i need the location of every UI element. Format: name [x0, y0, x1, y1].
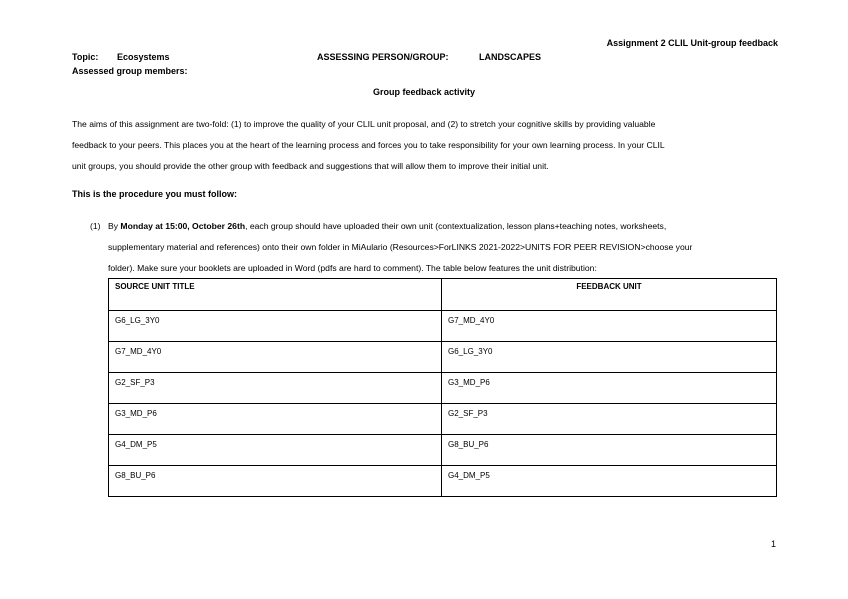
item-prefix: By — [108, 221, 121, 231]
source-unit-cell: G2_SF_P3 — [109, 373, 442, 404]
header-feedback-unit: FEEDBACK UNIT — [442, 279, 777, 311]
feedback-unit-cell: G8_BU_P6 — [442, 435, 777, 466]
topic-value: Ecosystems — [117, 52, 170, 62]
page-number: 1 — [770, 539, 776, 549]
item-rest: , each group should have uploaded their own unit (contextualization, lesson plans+teaching notes, worksheets, — [245, 221, 667, 231]
feedback-unit-cell: G3_MD_P6 — [442, 373, 777, 404]
source-unit-cell: G8_BU_P6 — [109, 466, 442, 497]
table-row — [109, 466, 777, 497]
feedback-unit-cell: G2_SF_P3 — [442, 404, 777, 435]
source-unit-cell: G6_LG_3Y0 — [109, 311, 442, 342]
document-header-title: Assignment 2 CLIL Unit-group feedback — [606, 38, 778, 48]
source-unit-cell: G3_MD_P6 — [109, 404, 442, 435]
table-row — [109, 342, 777, 373]
procedure-item-text — [108, 216, 776, 279]
intro-line: feedback to your peers. This places you at the heart of the learning process and forces you to take responsibility for your own learning process. In your CLIL — [72, 140, 665, 150]
table-row — [109, 311, 777, 342]
assessing-value: LANDSCAPES — [479, 52, 542, 62]
feedback-unit-cell: G7_MD_4Y0 — [442, 311, 777, 342]
procedure-heading: This is the procedure you must follow: — [72, 189, 238, 199]
item-line: supplementary material and references) onto their own folder in MiAulario (Resources>ForLINKS 2021-2022>UNITS FOR PEER REVISION>choose your — [108, 242, 693, 252]
section-title: Group feedback activity — [372, 87, 476, 97]
table-row — [109, 404, 777, 435]
assessing-label: ASSESSING PERSON/GROUP: — [317, 52, 449, 62]
source-unit-cell: G7_MD_4Y0 — [109, 342, 442, 373]
intro-paragraph — [72, 114, 776, 177]
intro-line: unit groups, you should provide the other group with feedback and suggestions that will allow them to improve their initial unit. — [72, 161, 549, 171]
deadline-text: Monday at 15:00, October 26th — [120, 221, 246, 231]
table-row — [109, 435, 777, 466]
item-line — [108, 216, 776, 237]
intro-line: The aims of this assignment are two-fold: (1) to improve the quality of your CLIL unit proposal, and (2) to stretch your cognitive skills by providing valuable — [72, 119, 656, 129]
header-source-unit: SOURCE UNIT TITLE — [109, 279, 442, 311]
unit-distribution-table — [108, 278, 777, 497]
table-row — [109, 373, 777, 404]
feedback-unit-cell: G6_LG_3Y0 — [442, 342, 777, 373]
source-unit-cell: G4_DM_P5 — [109, 435, 442, 466]
item-line: folder). Make sure your booklets are uploaded in Word (pdfs are hard to comment). The table below features the unit distribution: — [108, 263, 597, 273]
feedback-unit-cell: G4_DM_P5 — [442, 466, 777, 497]
assessed-members-label: Assessed group members: — [72, 66, 188, 76]
list-marker: (1) — [90, 221, 101, 231]
topic-label: Topic: — [72, 52, 99, 62]
table-header-row — [109, 279, 777, 311]
